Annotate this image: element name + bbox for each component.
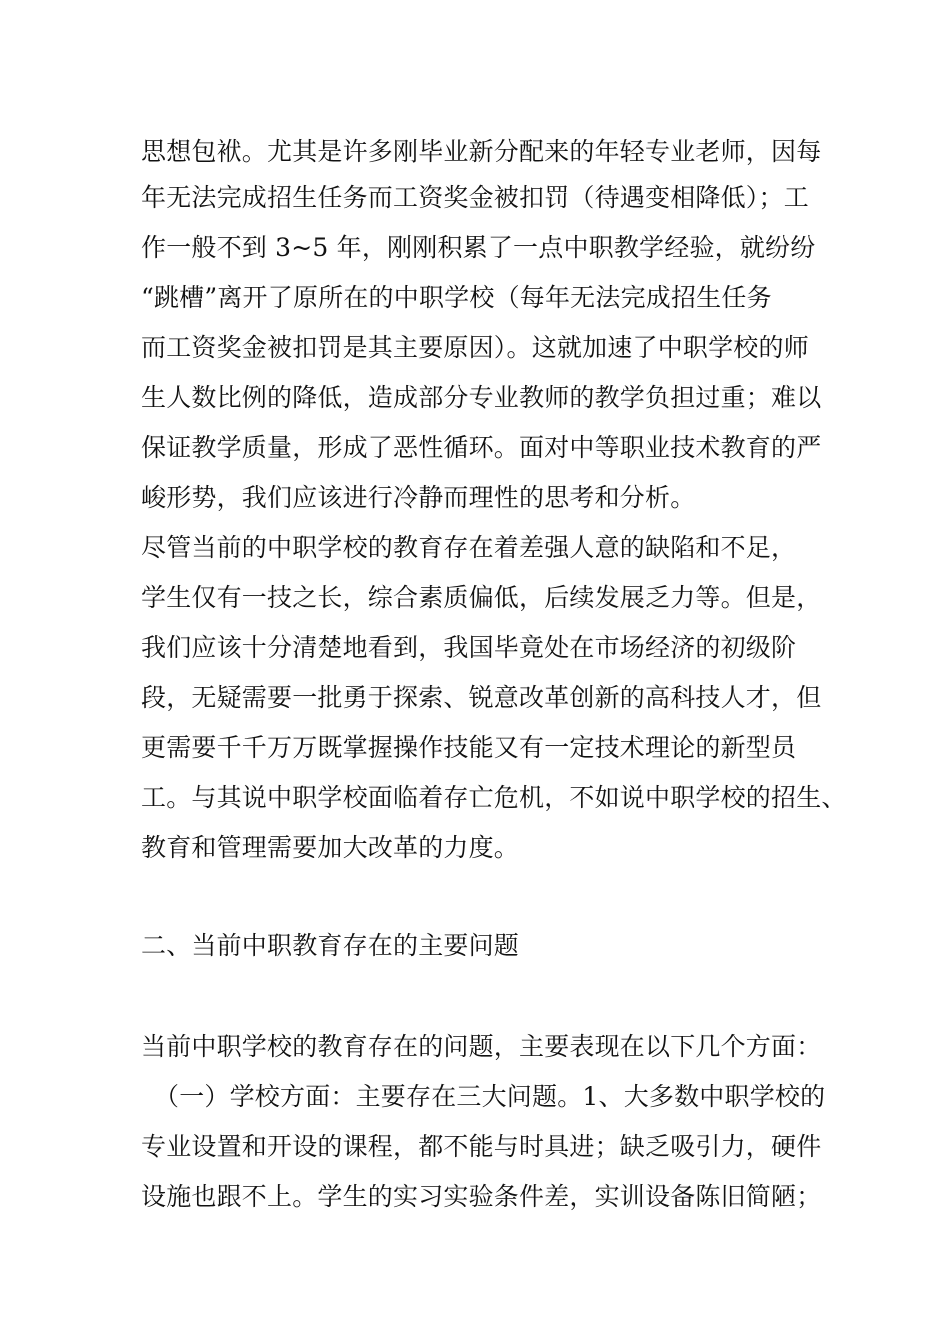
- text-line: 峻形势，我们应该进行冷静而理性的思考和分析。: [141, 483, 696, 512]
- text-line: 更需要千千万万既掌握操作技能又有一定技术理论的新型员: [141, 733, 797, 762]
- text-line: 保证教学质量，形成了恶性循环。面对中等职业技术教育的严: [141, 433, 822, 462]
- text-line: （一）学校方面：主要存在三大问题。1、大多数中职学校的: [154, 1082, 826, 1111]
- text-line: 设施也跟不上。学生的实习实验条件差，实训设备陈旧简陋；: [141, 1182, 822, 1211]
- text-line: “跳槽”离开了原所在的中职学校（每年无法完成招生任务: [141, 283, 772, 312]
- text-line: 尽管当前的中职学校的教育存在着差强人意的缺陷和不足，: [141, 533, 797, 562]
- text-line: 思想包袱。尤其是许多刚毕业新分配来的年轻专业老师，因每: [141, 137, 822, 166]
- text-line: 专业设置和开设的课程，都不能与时具进；缺乏吸引力，硬件: [141, 1132, 822, 1161]
- text-line: 作一般不到 3~5 年，刚刚积累了一点中职教学经验，就纷纷: [141, 233, 816, 262]
- text-line: 生人数比例的降低，造成部分专业教师的教学负担过重；难以: [141, 383, 822, 412]
- text-line: 教育和管理需要加大改革的力度。: [141, 833, 520, 862]
- section-heading: 二、当前中职教育存在的主要问题: [141, 931, 520, 960]
- text-line: 我们应该十分清楚地看到，我国毕竟处在市场经济的初级阶: [141, 633, 797, 662]
- text-line: 当前中职学校的教育存在的问题，主要表现在以下几个方面：: [141, 1032, 822, 1061]
- text-line: 段，无疑需要一批勇于探索、锐意改革创新的高科技人才，但: [141, 683, 822, 712]
- text-line: 学生仅有一技之长，综合素质偏低，后续发展乏力等。但是，: [141, 583, 822, 612]
- text-line: 工。与其说中职学校面临着存亡危机，不如说中职学校的招生、: [141, 783, 847, 812]
- text-line: 年无法完成招生任务而工资奖金被扣罚（待遇变相降低）；工: [141, 183, 809, 212]
- text-line: 而工资奖金被扣罚是其主要原因）。这就加速了中职学校的师: [141, 333, 809, 362]
